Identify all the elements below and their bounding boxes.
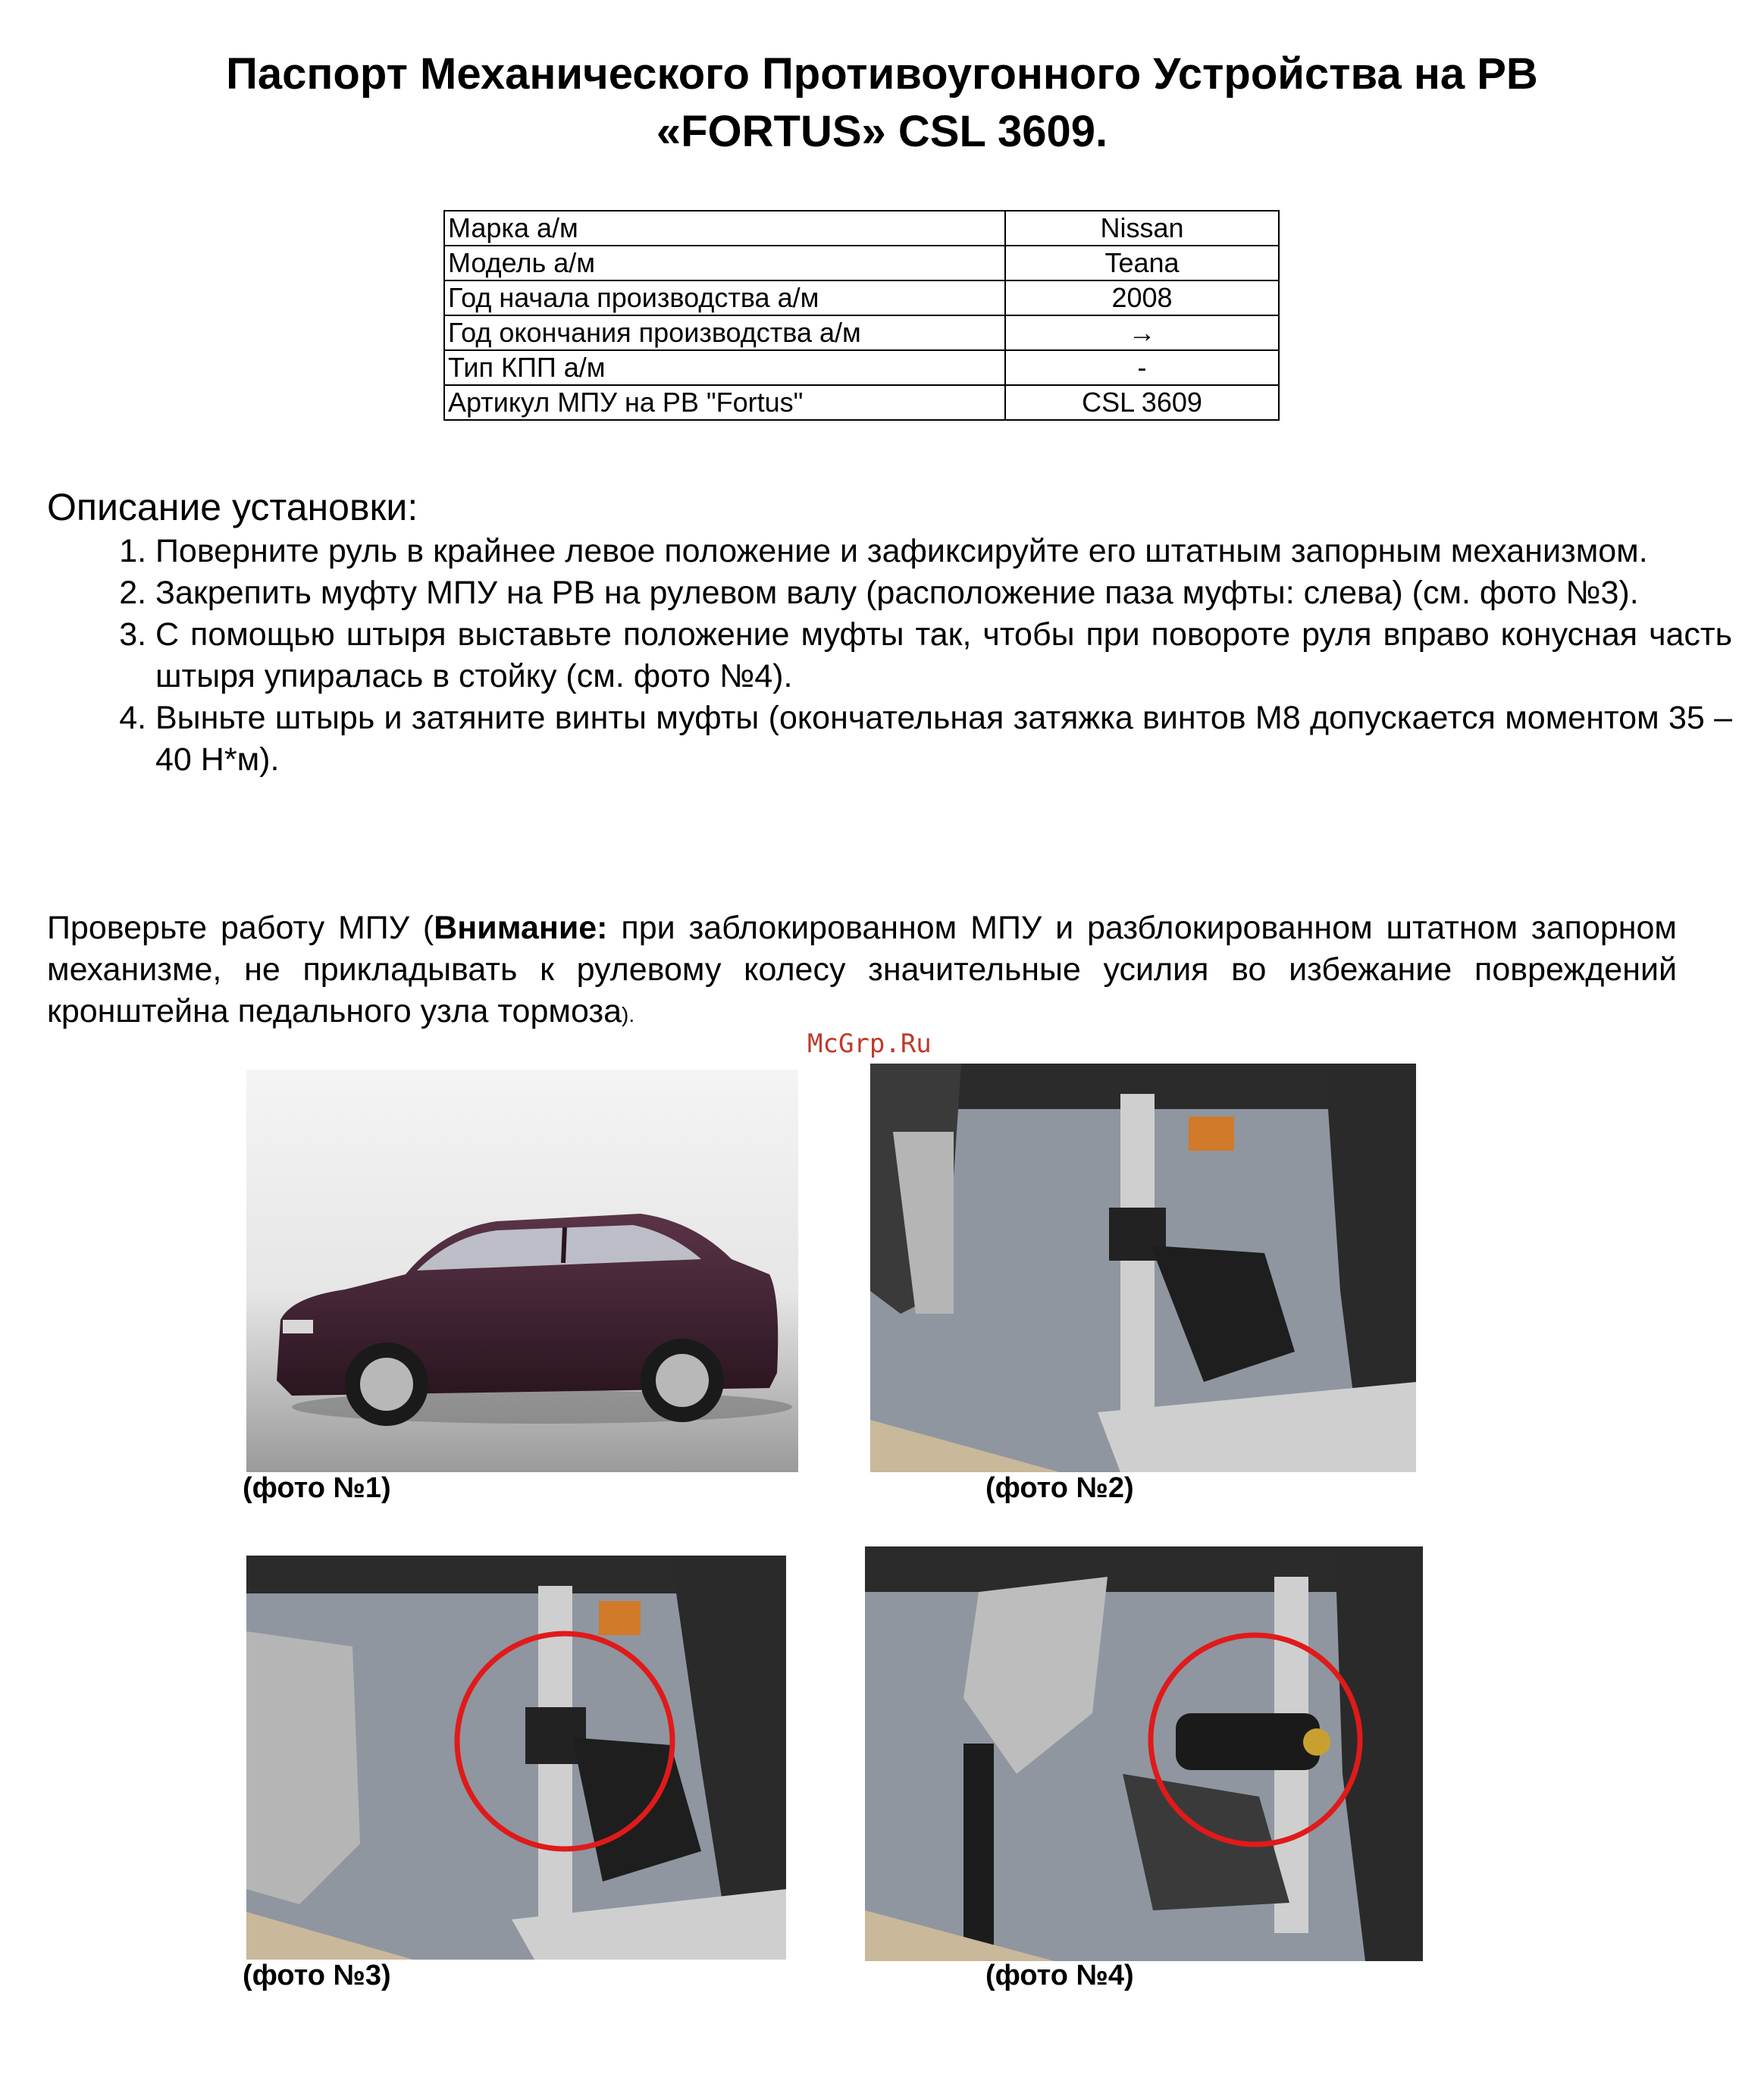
spec-label: Тип КПП а/м <box>444 350 1005 385</box>
spec-value: Teana <box>1005 246 1279 280</box>
description-heading: Описание установки: <box>47 486 418 528</box>
table-row <box>444 211 1279 246</box>
note-prefix: Проверьте работу МПУ ( <box>47 910 434 946</box>
spec-value: CSL 3609 <box>1005 385 1279 420</box>
warning-note <box>47 907 1677 1036</box>
table-row <box>444 246 1279 280</box>
note-text: при заблокированном МПУ и разблокированном штатном запорном механизме, не прикладывать к рулевому колесу значительные усилия во избежание повреждений кронштейна педального узла тормоза <box>47 910 1677 1029</box>
spec-value: → <box>1005 315 1279 350</box>
photo-caption-3: (фото №3) <box>243 1960 391 1991</box>
step-item: 2. Закрепить муфту МПУ на РВ на рулевом валу (расположение паза муфты: слева) (см. фото №3). <box>155 572 1732 614</box>
spec-value: 2008 <box>1005 280 1279 315</box>
title-line-2: «FORTUS» CSL 3609. <box>656 107 1108 156</box>
photo-car <box>246 1070 798 1472</box>
spec-value: Nissan <box>1005 211 1279 246</box>
spec-label: Марка а/м <box>444 211 1005 246</box>
installation-steps <box>99 531 1732 781</box>
note-suffix: ). <box>622 1003 635 1026</box>
watermark: McGrp.Ru <box>807 1029 932 1059</box>
page-title <box>0 45 1764 161</box>
note-attention: Внимание: <box>434 910 608 946</box>
spec-label: Артикул МПУ на РВ "Fortus" <box>444 385 1005 420</box>
spec-label: Год начала производства а/м <box>444 280 1005 315</box>
title-line-1: Паспорт Механического Противоугонного Устройства на РВ <box>226 49 1538 99</box>
photo-caption-2: (фото №2) <box>985 1472 1134 1504</box>
step-item: 1. Поверните руль в крайнее левое положение и зафиксируйте его штатным запорным механизмом. <box>155 531 1732 572</box>
table-row <box>444 350 1279 385</box>
photo-pedal-assembly <box>870 1064 1416 1472</box>
photo-coupling-mounted <box>246 1556 786 1960</box>
step-item: 4. Выньте штырь и затяните винты муфты (окончательная затяжка винтов М8 допускается моментом 35 – 40 Н*м). <box>155 697 1732 781</box>
photo-caption-4: (фото №4) <box>985 1960 1134 1991</box>
photo-pin-inserted <box>865 1546 1423 1961</box>
spec-table <box>443 210 1280 421</box>
spec-label: Модель а/м <box>444 246 1005 280</box>
table-row <box>444 280 1279 315</box>
photo-caption-1: (фото №1) <box>243 1472 391 1504</box>
spec-value: - <box>1005 350 1279 385</box>
step-item: 3. С помощью штыря выставьте положение муфты так, чтобы при повороте руля вправо конусная часть штыря упиралась в стойку (см. фото №4). <box>155 614 1732 697</box>
table-row <box>444 315 1279 350</box>
table-row <box>444 385 1279 420</box>
spec-label: Год окончания производства а/м <box>444 315 1005 350</box>
